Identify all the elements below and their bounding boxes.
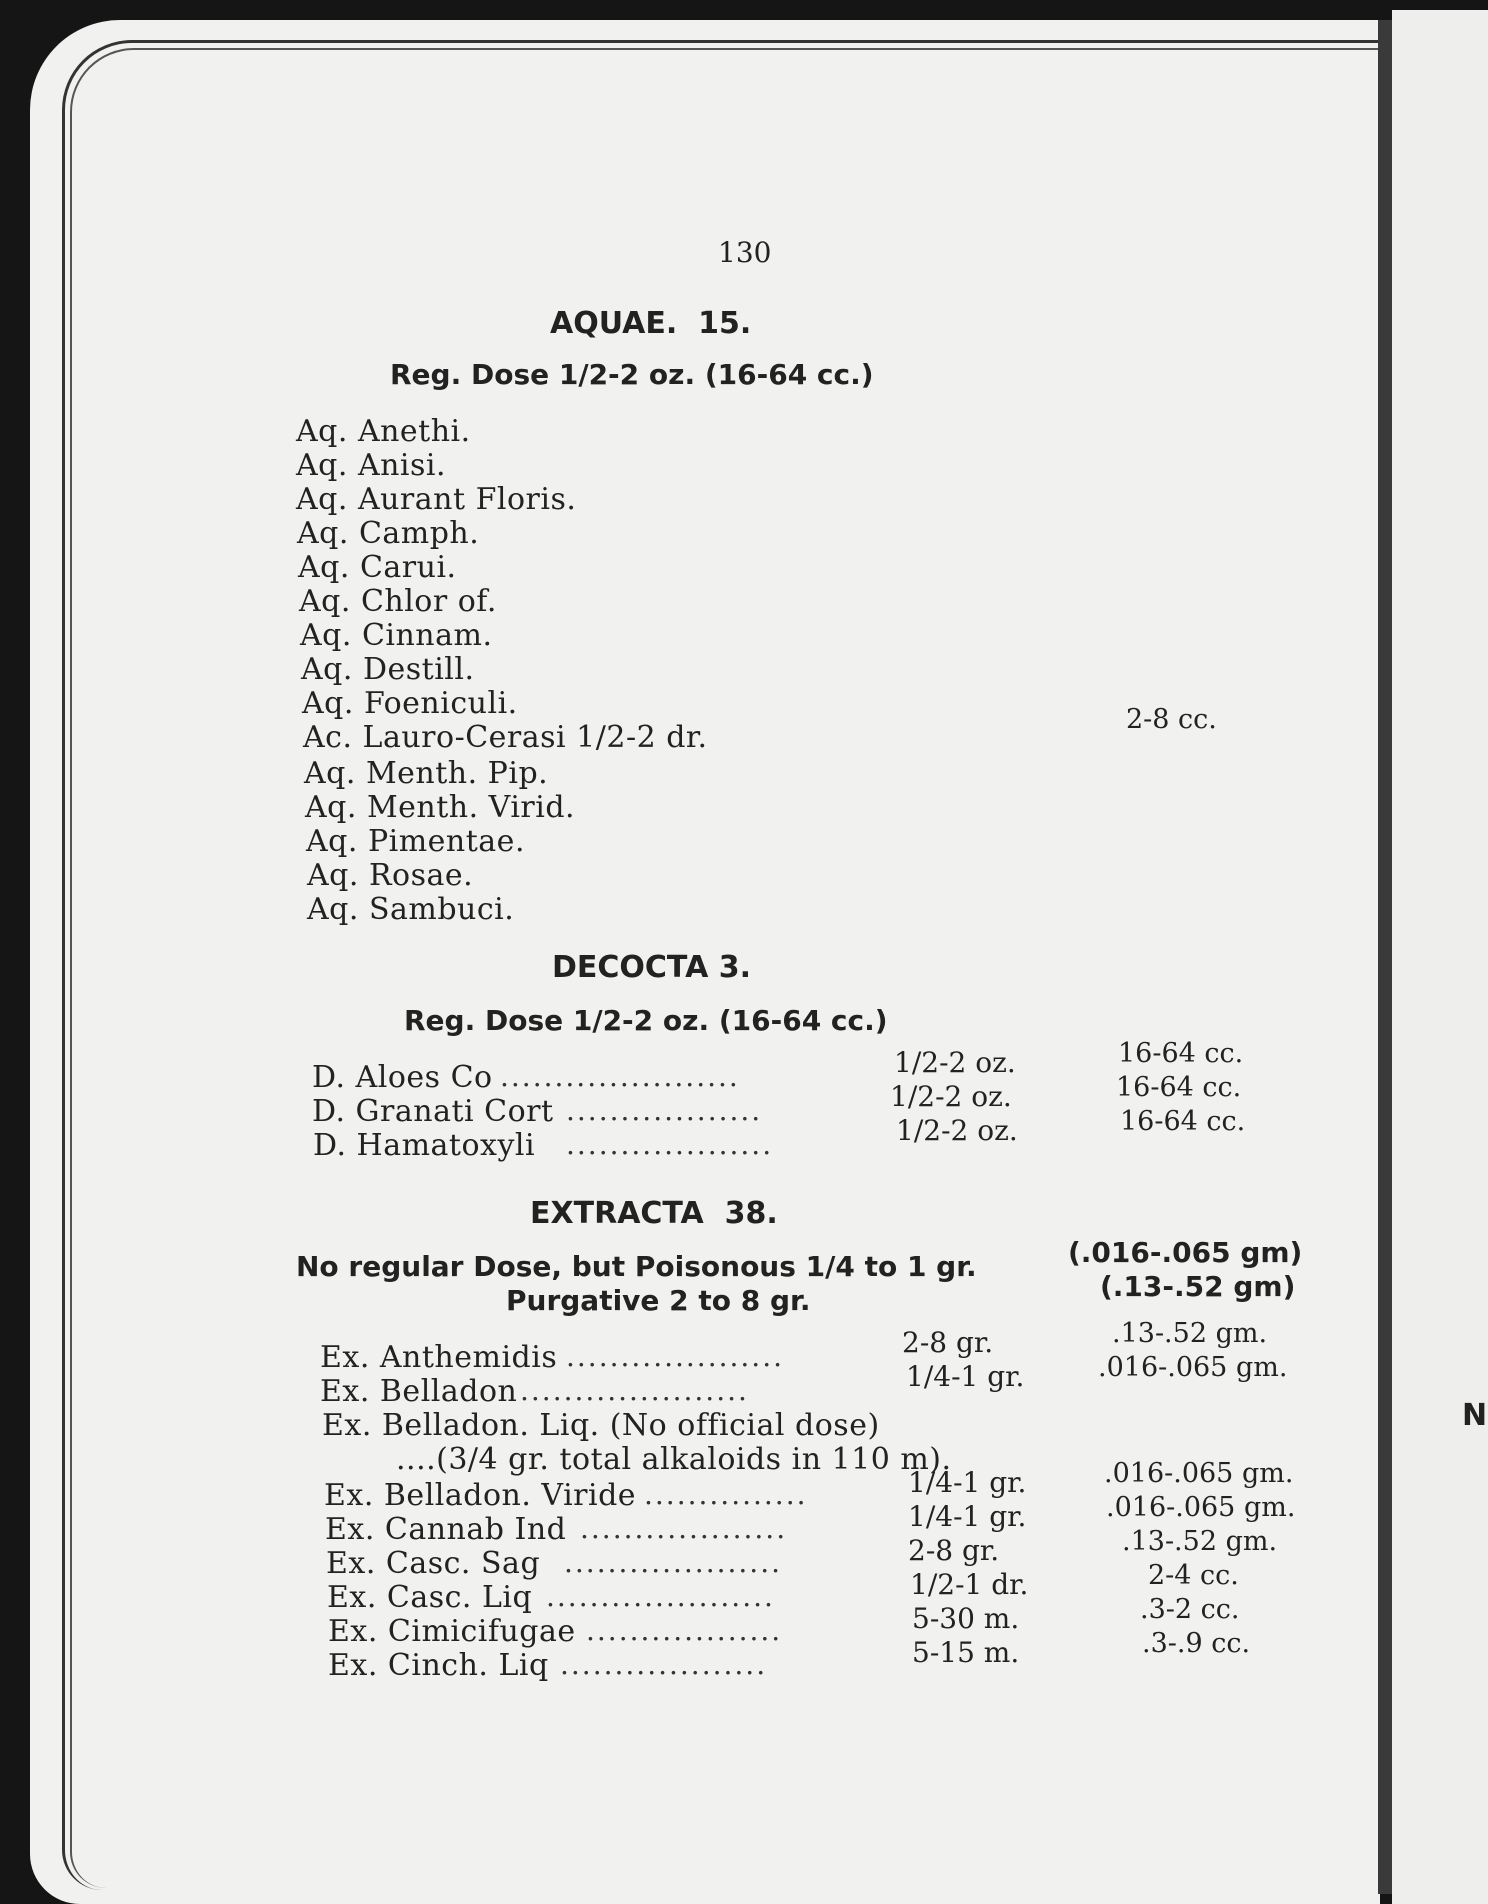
list-item: Ac. Lauro-Cerasi 1/2-2 dr. <box>303 720 708 755</box>
table-row-dose: 1/4-1 gr. <box>908 1466 1027 1499</box>
table-row-name: Ex. Cannab Ind <box>325 1512 567 1547</box>
list-item: Aq. Destill. <box>301 652 475 687</box>
leader-dots: ..................... <box>546 1580 775 1613</box>
leader-dots: .................... <box>564 1546 783 1579</box>
table-row-metric: 16-64 cc. <box>1116 1072 1242 1103</box>
table-row-dose: 5-30 m. <box>912 1602 1020 1635</box>
table-row-metric: .016-.065 gm. <box>1106 1492 1296 1523</box>
section-title-decocta: DECOCTA 3. <box>552 950 752 985</box>
table-row-name: Ex. Casc. Liq <box>327 1580 533 1615</box>
table-row-metric: .3-2 cc. <box>1140 1594 1240 1625</box>
extracta-dose-note-1-metric: (.016-.065 gm) <box>1068 1236 1303 1269</box>
list-item: Aq. Pimentae. <box>306 824 525 859</box>
table-row-dose: 1/2-2 oz. <box>896 1114 1018 1147</box>
leader-dots: .................. <box>586 1614 783 1647</box>
list-item: Aq. Rosae. <box>307 858 474 893</box>
facing-page-fragment: N <box>1462 1398 1488 1433</box>
table-row-metric: .3-.9 cc. <box>1142 1628 1251 1659</box>
table-row-name: Ex. Cimicifugae <box>328 1614 576 1649</box>
table-row-name: D. Hamatoxyli <box>313 1128 536 1163</box>
list-item: Aq. Cinnam. <box>300 618 493 653</box>
section-title-extracta: EXTRACTA 38. <box>530 1196 778 1231</box>
table-row-name: Ex. Anthemidis <box>320 1340 558 1375</box>
lauro-cerasi-metric-dose: 2-8 cc. <box>1126 704 1217 735</box>
table-row-metric: 2-4 cc. <box>1148 1560 1239 1591</box>
aquae-regular-dose: Reg. Dose 1/2-2 oz. (16-64 cc.) <box>390 358 874 391</box>
table-row-metric: .13-.52 gm. <box>1112 1318 1268 1349</box>
list-item: Aq. Anethi. <box>296 414 471 449</box>
belladon-liq-note: ....(3/4 gr. total alkaloids in 110 m). <box>396 1442 952 1477</box>
table-row-dose: 5-15 m. <box>912 1636 1020 1669</box>
list-item: Aq. Aurant Floris. <box>296 482 577 517</box>
table-row-metric: 16-64 cc. <box>1120 1106 1246 1137</box>
table-row-name: Ex. Casc. Sag <box>326 1546 541 1581</box>
table-row-dose: 2-8 gr. <box>908 1534 1000 1567</box>
table-row-name: D. Aloes Co <box>312 1060 493 1095</box>
list-item: Aq. Menth. Virid. <box>305 790 576 825</box>
table-row-name: D. Granati Cort <box>312 1094 554 1129</box>
leader-dots: .................... <box>566 1340 785 1373</box>
section-title-aquae: AQUAE. 15. <box>550 306 752 341</box>
list-item: Aq. Foeniculi. <box>302 686 518 721</box>
list-item: Aq. Menth. Pip. <box>304 756 549 791</box>
extracta-dose-note-2: Purgative 2 to 8 gr. <box>506 1284 811 1317</box>
leader-dots: ..................... <box>520 1374 749 1407</box>
belladon-liq-line: Ex. Belladon. Liq. (No official dose) <box>322 1408 880 1443</box>
table-row-metric: .016-.065 gm. <box>1104 1458 1294 1489</box>
table-row-dose: 2-8 gr. <box>902 1326 994 1359</box>
list-item: Aq. Chlor of. <box>299 584 497 619</box>
table-row-metric: .13-.52 gm. <box>1122 1526 1278 1557</box>
page-number: 130 <box>718 236 772 269</box>
table-row-metric: 16-64 cc. <box>1118 1038 1244 1069</box>
table-row-metric: .016-.065 gm. <box>1098 1352 1288 1383</box>
leader-dots: ................... <box>566 1128 774 1161</box>
list-item: Aq. Carui. <box>298 550 457 585</box>
list-item: Aq. Sambuci. <box>307 892 515 927</box>
leader-dots: ................... <box>560 1648 768 1681</box>
table-row-name: Ex. Belladon. Viride <box>324 1478 637 1513</box>
table-row-dose: 1/2-2 oz. <box>894 1046 1016 1079</box>
decocta-regular-dose: Reg. Dose 1/2-2 oz. (16-64 cc.) <box>404 1004 888 1037</box>
extracta-dose-note-1: No regular Dose, but Poisonous 1/4 to 1 gr. <box>296 1250 977 1283</box>
leader-dots: ...................... <box>500 1060 740 1093</box>
table-row-dose: 1/2-2 oz. <box>890 1080 1012 1113</box>
table-row-dose: 1/4-1 gr. <box>906 1360 1025 1393</box>
table-row-dose: 1/4-1 gr. <box>908 1500 1027 1533</box>
leader-dots: ............... <box>644 1478 808 1511</box>
table-row-name: Ex. Cinch. Liq <box>328 1648 549 1683</box>
leader-dots: .................. <box>566 1094 763 1127</box>
list-item: Aq. Camph. <box>297 516 480 551</box>
list-item: Aq. Anisi. <box>296 448 447 483</box>
table-row-name: Ex. Belladon <box>320 1374 518 1409</box>
table-row-dose: 1/2-1 dr. <box>910 1568 1029 1601</box>
leader-dots: ................... <box>580 1512 788 1545</box>
extracta-dose-note-2-metric: (.13-.52 gm) <box>1100 1270 1296 1303</box>
